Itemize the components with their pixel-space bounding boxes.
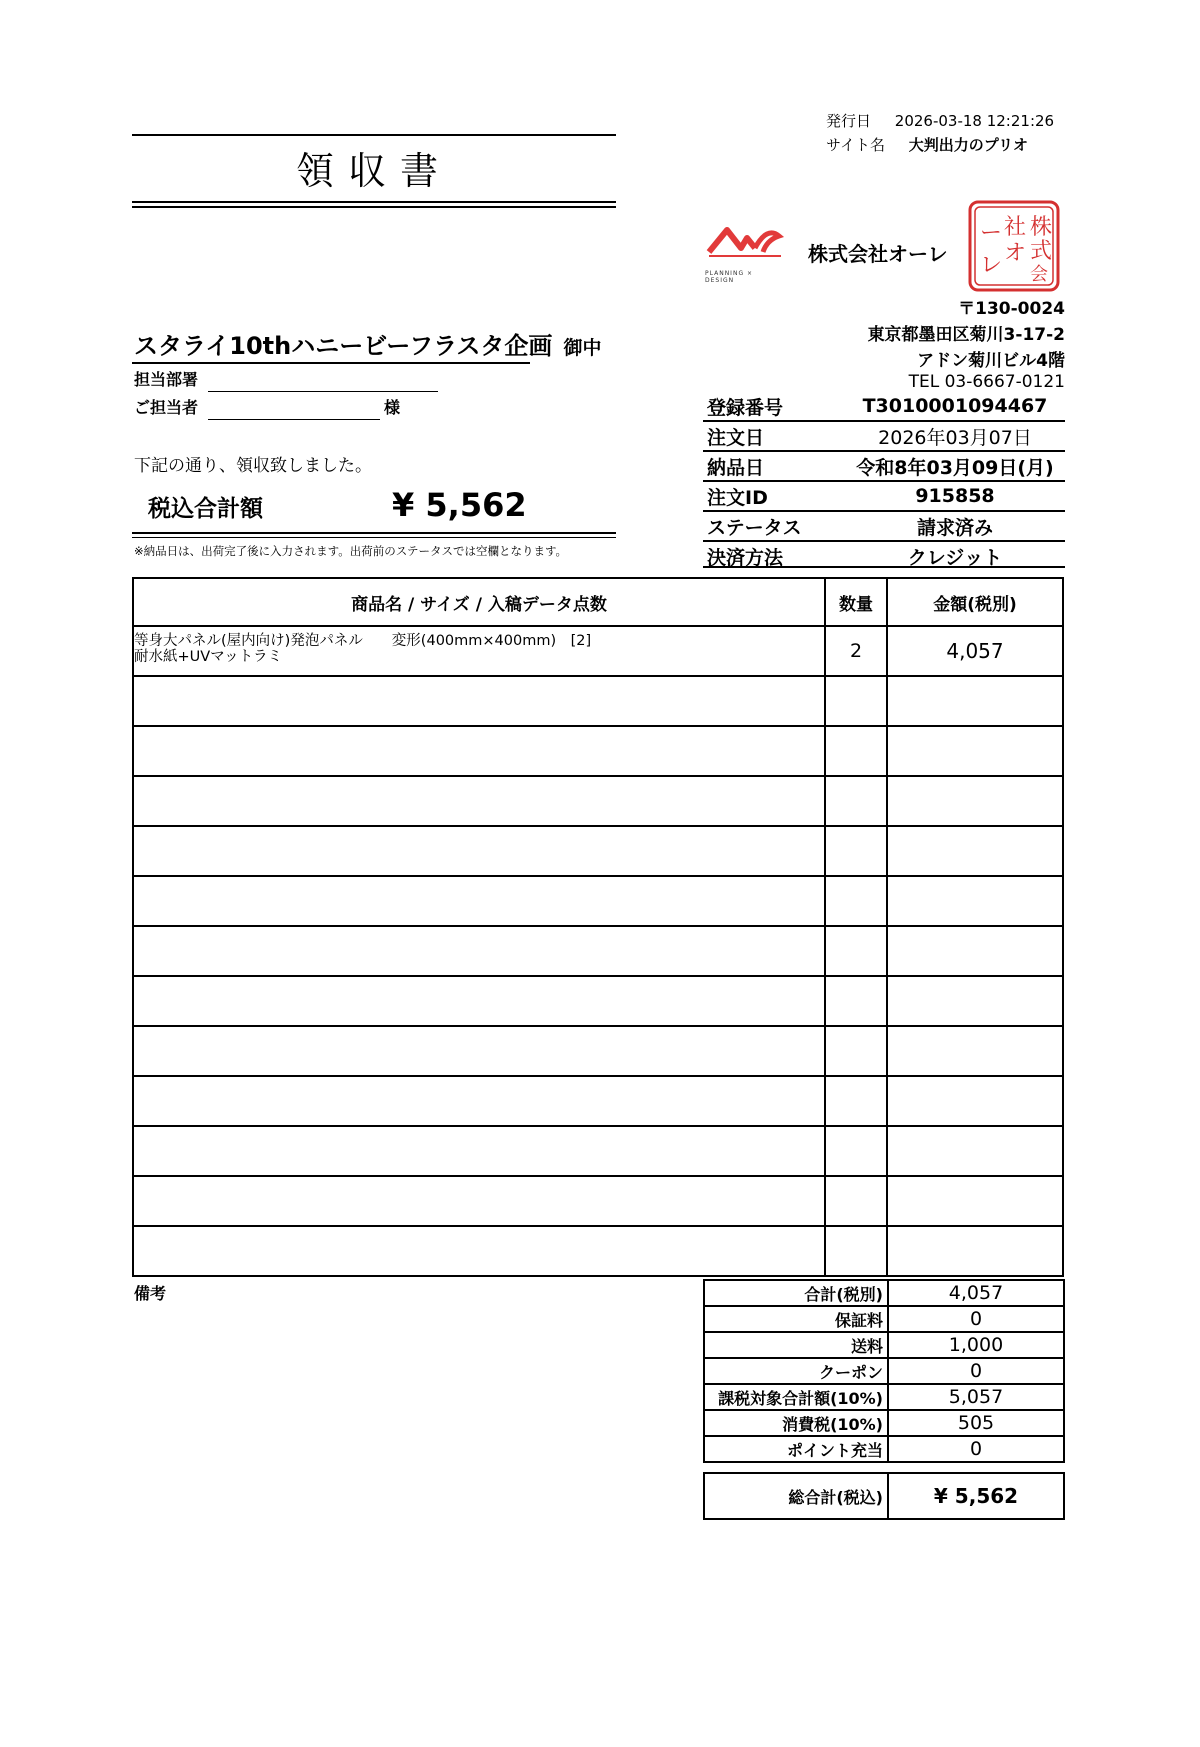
info-row	[703, 392, 1065, 422]
table-row	[133, 826, 1063, 876]
table-row	[133, 726, 1063, 776]
header-product: 商品名 / サイズ / 入稿データ点数	[133, 578, 825, 626]
person-underline	[208, 419, 380, 420]
info-key: ステータス	[707, 516, 802, 539]
totals-value: 505	[888, 1410, 1064, 1436]
table-row	[133, 1226, 1063, 1276]
logo-mark-icon	[705, 222, 785, 270]
issue-date-value: 2026-03-18 12:21:26	[894, 112, 1055, 130]
info-value: クレジット	[907, 546, 1003, 569]
svg-text:レ: レ	[980, 253, 1003, 278]
totals-key: 合計(税別)	[704, 1280, 888, 1306]
table-row	[133, 976, 1063, 1026]
totals-value: 1,000	[888, 1332, 1064, 1358]
info-key: 注文ID	[707, 486, 768, 509]
svg-text:社: 社	[1004, 215, 1027, 240]
company-logo	[705, 222, 785, 282]
table-row	[133, 926, 1063, 976]
table-row	[133, 876, 1063, 926]
info-row	[703, 482, 1065, 512]
order-info	[703, 392, 1065, 570]
issue-date	[826, 110, 1054, 131]
info-key: 注文日	[707, 426, 765, 449]
svg-text:ー: ー	[980, 221, 1003, 246]
company-seal	[968, 200, 1060, 292]
totals-key: ポイント充当	[704, 1436, 888, 1462]
title-bottom-rule	[132, 201, 616, 203]
table-header-row	[133, 578, 1063, 626]
table-row	[133, 1026, 1063, 1076]
grand-total-key: 総合計(税込)	[704, 1473, 888, 1519]
site-name-label: サイト名	[826, 136, 885, 154]
svg-text:オ: オ	[1004, 241, 1027, 266]
info-key: 納品日	[707, 456, 765, 479]
totals-row	[704, 1332, 1064, 1358]
item-name-line-1: 等身大パネル(屋内向け)発泡パネル 変形(400mm×400mm) [2]	[134, 633, 592, 649]
postal-code: 〒130-0024	[958, 299, 1065, 319]
totals-value: 5,057	[888, 1384, 1064, 1410]
item-name	[133, 626, 825, 676]
totals-row	[704, 1436, 1064, 1462]
address-line-2: アドン菊川ビル4階	[917, 351, 1065, 371]
total-label: 税込合計額	[148, 496, 263, 522]
info-row	[703, 422, 1065, 452]
info-key: 決済方法	[707, 546, 784, 569]
totals-value: 4,057	[888, 1280, 1064, 1306]
info-row	[703, 512, 1065, 542]
table-row	[133, 626, 1063, 676]
site-name-value: 大判出力のプリオ	[908, 136, 1029, 154]
totals-row	[704, 1280, 1064, 1306]
address-line-1: 東京都墨田区菊川3-17-2	[867, 325, 1065, 345]
totals-key: 送料	[704, 1332, 888, 1358]
info-value: 2026年03月07日	[878, 426, 1032, 449]
totals-key: 課税対象合計額(10%)	[704, 1384, 888, 1410]
info-bottom-rule	[703, 566, 1065, 568]
header-amount: 金額(税別)	[887, 578, 1063, 626]
table-row	[133, 676, 1063, 726]
table-row	[133, 1076, 1063, 1126]
info-value: 915858	[915, 485, 995, 507]
delivery-note: ※納品日は、出荷完了後に入力されます。出荷前のステータスでは空欄となります。	[134, 544, 568, 558]
items-table	[132, 577, 1064, 1277]
item-amount: 4,057	[887, 626, 1063, 676]
recipient-suffix: 御中	[563, 337, 602, 359]
grand-total-value: ¥ 5,562	[888, 1473, 1064, 1519]
table-row	[133, 1126, 1063, 1176]
totals-row	[704, 1358, 1064, 1384]
header-qty: 数量	[825, 578, 887, 626]
totals-key: 消費税(10%)	[704, 1410, 888, 1436]
info-row	[703, 452, 1065, 482]
grand-total-row	[704, 1473, 1064, 1519]
received-text: 下記の通り、領収致しました。	[134, 456, 372, 476]
svg-text:式: 式	[1030, 239, 1053, 264]
totals-value: 0	[888, 1436, 1064, 1462]
info-value: 請求済み	[916, 516, 993, 539]
totals-key: クーポン	[704, 1358, 888, 1384]
totals-table	[703, 1279, 1065, 1463]
svg-text:株: 株	[1030, 215, 1053, 240]
person-suffix: 様	[384, 398, 401, 417]
phone-number: TEL 03-6667-0121	[908, 372, 1065, 392]
seal-stamp-icon	[968, 200, 1060, 292]
remarks-label: 備考	[134, 1284, 167, 1303]
totals-value: 0	[888, 1358, 1064, 1384]
info-key: 登録番号	[707, 396, 784, 419]
info-value: 令和8年03月09日(月)	[856, 456, 1054, 479]
dept-label: 担当部署	[134, 370, 199, 389]
totals-key: 保証料	[704, 1306, 888, 1332]
item-qty: 2	[825, 626, 887, 676]
recipient	[134, 326, 601, 361]
totals-row	[704, 1410, 1064, 1436]
total-rule	[132, 532, 616, 534]
table-row	[133, 1176, 1063, 1226]
person-label: ご担当者	[134, 398, 199, 417]
title-top-rule	[132, 134, 616, 136]
logo-subtitle: PLANNING × DESIGN	[705, 270, 754, 284]
issue-date-label: 発行日	[826, 112, 872, 130]
totals-row	[704, 1306, 1064, 1332]
svg-text:会: 会	[1030, 264, 1048, 285]
total-value: ¥ 5,562	[392, 486, 527, 524]
item-name-line-2: 耐水紙+UVマットラミ	[134, 649, 283, 665]
recipient-name: スタライ10thハニービーフラスタ企画	[134, 332, 553, 360]
total-rule-2	[132, 537, 616, 538]
recipient-underline	[132, 362, 530, 364]
totals-row	[704, 1384, 1064, 1410]
totals-value: 0	[888, 1306, 1064, 1332]
company-name: 株式会社オーレ	[808, 242, 948, 266]
info-value: T3010001094467	[862, 395, 1048, 417]
grand-total-table	[703, 1472, 1065, 1520]
page-title: 領収書	[295, 149, 452, 193]
site-name	[826, 134, 1028, 155]
title-bottom-rule-2	[132, 206, 616, 208]
dept-underline	[208, 391, 438, 392]
table-row	[133, 776, 1063, 826]
